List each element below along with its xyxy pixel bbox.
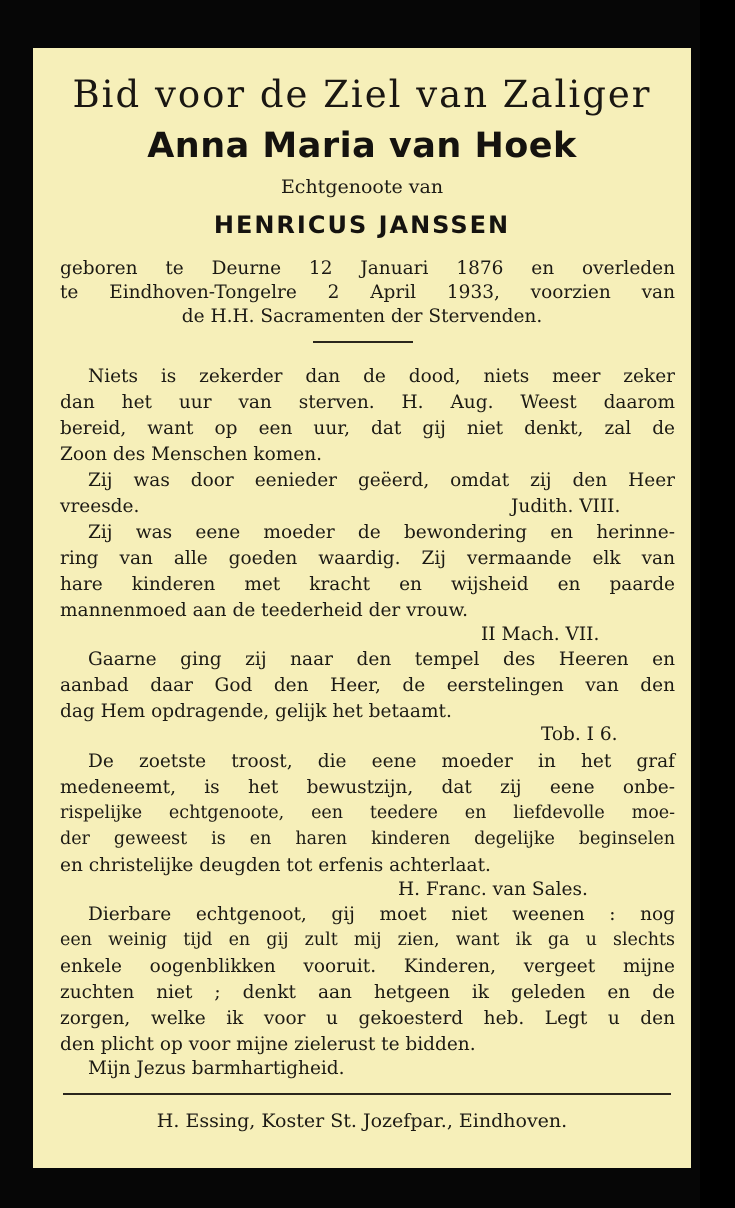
verse-line: De zoetste troost, die eene moeder in het graf [88,751,675,772]
verse-line: zuchten niet ; denkt aan hetgeen ik geleden en de [60,982,675,1003]
intro-line: te Eindhoven-Tongelre 2 April 1933, voorzien van [60,282,675,303]
footer-rule [63,1093,671,1095]
dark-border [700,0,735,1208]
verse-line: vreesde. [60,496,140,517]
printer-credit: H. Essing, Koster St. Jozefpar., Eindhoven. [156,1110,568,1132]
citation: Tob. I 6. [541,724,618,745]
verse-line: Zij was eene moeder de bewondering en herinne- [88,522,675,543]
verse-line: en christelijke deugden tot erfenis achterlaat. [60,855,491,876]
verse-line: den plicht op voor mijne zielerust te bidden. [60,1034,476,1055]
verse-line: enkele oogenblikken vooruit. Kinderen, vergeet mijne [60,956,675,977]
verse-line: Zij was door eenieder geëerd, omdat zij den Heer [88,470,675,491]
intro-line: de H.H. Sacramenten der Stervenden. [181,306,543,327]
divider-rule [313,341,413,343]
card-title: Bid voor de Ziel van Zaliger [72,73,652,116]
spouse-name: HENRICUS JANSSEN [213,211,511,239]
verse-line: dag Hem opdragende, gelijk het betaamt. [60,701,452,722]
verse-line: Dierbare echtgenoot, gij moet niet weenen : nog [88,904,675,925]
verse-line: ring van alle goeden waardig. Zij vermaande elk van [60,548,675,569]
verse-line: Zoon des Menschen komen. [60,444,323,465]
verse-line: een weinig tijd en gij zult mij zien, want ik ga u slechts [60,930,675,950]
verse-line: Niets is zekerder dan de dood, niets meer zeker [88,366,675,387]
relation-label: Echtgenoote van [280,176,444,198]
verse-line: der geweest is en haren kinderen degelijke beginselen [60,829,675,849]
verse-line: Mijn Jezus barmhartigheid. [88,1058,345,1079]
verse-line: Gaarne ging zij naar den tempel des Heeren en [88,649,675,670]
verse-line: mannenmoed aan de teederheid der vrouw. [60,600,468,621]
citation: H. Franc. van Sales. [398,879,588,900]
intro-line: geboren te Deurne 12 Januari 1876 en overleden [60,258,675,279]
verse-line: rispelijke echtgenoote, een teedere en liefdevolle moe- [60,803,675,823]
verse-line: dan het uur van sterven. H. Aug. Weest daarom [60,392,675,413]
citation: II Mach. VII. [481,624,600,645]
verse-line: bereid, want op een uur, dat gij niet denkt, zal de [60,418,675,439]
deceased-name: Anna Maria van Hoek [147,126,577,166]
memorial-card [33,48,691,1168]
verse-line: aanbad daar God den Heer, de eerstelingen van den [60,675,675,696]
verse-line: hare kinderen met kracht en wijsheid en paarde [60,574,675,595]
verse-line: medeneemt, is het bewustzijn, dat zij eene onbe- [60,777,675,798]
citation: Judith. VIII. [511,496,621,517]
verse-line: zorgen, welke ik voor u gekoesterd heb. Legt u den [60,1008,675,1029]
